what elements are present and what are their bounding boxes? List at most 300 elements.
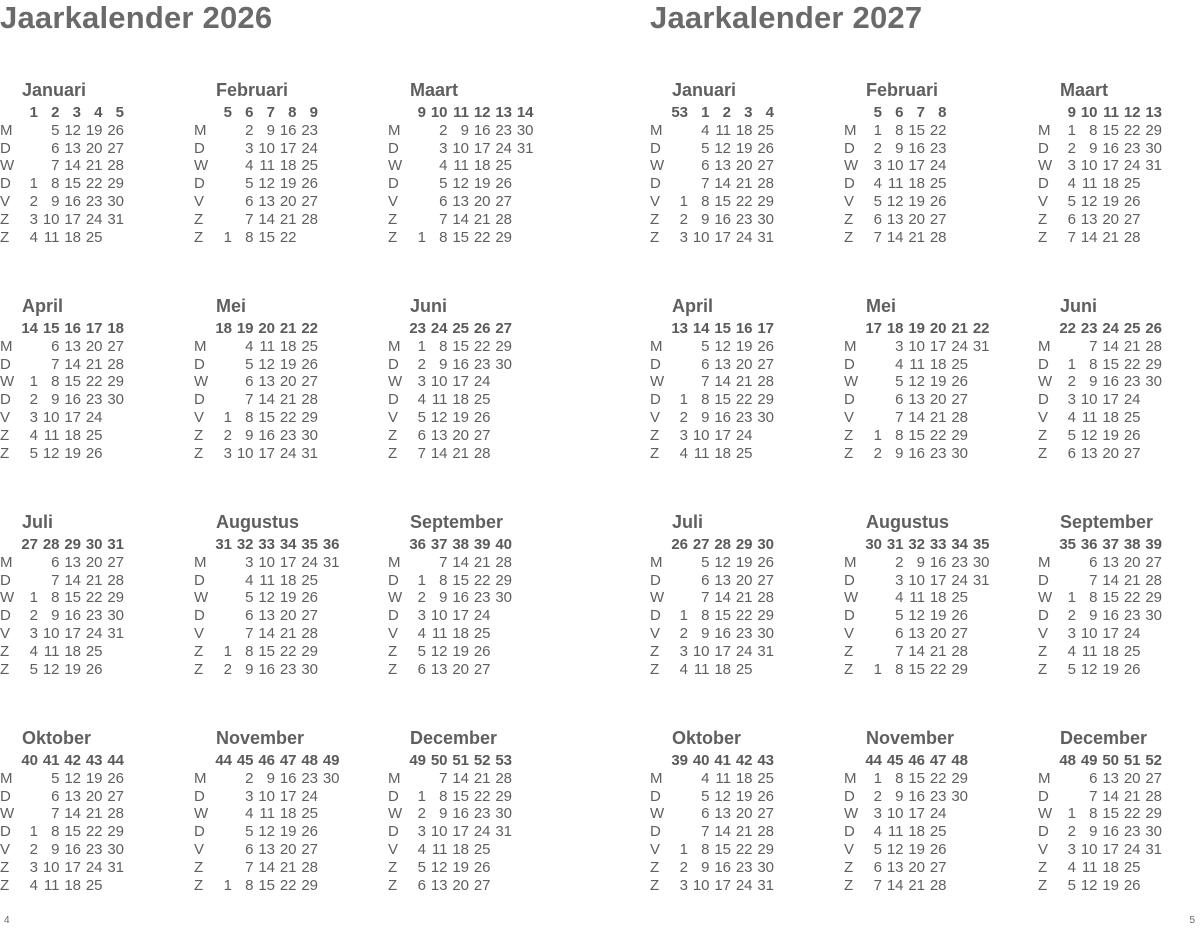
day-cell: 29: [757, 607, 774, 625]
weekday-label: Z: [844, 876, 854, 894]
month-juni: [388, 296, 568, 466]
day-cell: 9: [1089, 823, 1098, 841]
day-cell: 18: [1102, 408, 1119, 426]
day-cell: 26: [473, 408, 491, 426]
week-number: 29: [64, 536, 81, 553]
day-cell: 29: [107, 373, 124, 391]
weekday-label: M: [650, 769, 663, 787]
day-cell: 17: [714, 876, 731, 894]
day-cell: 31: [495, 823, 512, 841]
week-number: 10: [1080, 104, 1098, 121]
week-number: 17: [865, 320, 882, 337]
weekday-label: Z: [1038, 660, 1048, 678]
day-cell: 22: [1123, 589, 1141, 607]
day-cell: 25: [1123, 858, 1141, 876]
day-cell: 30: [107, 192, 124, 210]
day-cell: 10: [1080, 840, 1098, 858]
week-number: 27: [21, 536, 38, 553]
day-cell: 14: [886, 876, 904, 894]
day-cell: 28: [757, 823, 774, 841]
day-cell: 23: [279, 426, 297, 444]
week-number: 33: [929, 536, 947, 553]
day-cell: 7: [245, 624, 254, 642]
day-cell: 28: [757, 175, 774, 193]
day-cell: 3: [1067, 391, 1076, 409]
page-number-left: 4: [4, 915, 10, 926]
month-april: [650, 296, 830, 466]
day-cell: 28: [951, 408, 968, 426]
day-cell: 14: [430, 444, 448, 462]
day-cell: 2: [679, 858, 688, 876]
day-cell: 16: [64, 607, 81, 625]
day-cell: 21: [279, 858, 297, 876]
day-cell: 29: [495, 571, 512, 589]
week-number: 52: [1145, 752, 1162, 769]
day-cell: 28: [473, 444, 491, 462]
weekday-label: W: [0, 589, 15, 607]
weekday-label: V: [0, 192, 11, 210]
day-cell: 8: [245, 642, 254, 660]
day-cell: 26: [757, 553, 774, 571]
day-cell: 28: [929, 876, 947, 894]
day-cell: 12: [908, 373, 925, 391]
day-cell: 18: [279, 157, 297, 175]
weekday-label: Z: [0, 210, 10, 228]
weekday-label: Z: [194, 444, 204, 462]
day-cell: 1: [1067, 355, 1076, 373]
weekday-label: V: [194, 192, 205, 210]
day-cell: 25: [929, 823, 947, 841]
day-cell: 7: [1067, 228, 1076, 246]
weekday-label: W: [844, 373, 859, 391]
month-name: December: [410, 728, 498, 748]
week-number: 42: [64, 752, 81, 769]
day-cell: 28: [1123, 228, 1141, 246]
day-cell: 16: [908, 787, 925, 805]
day-cell: 28: [951, 642, 968, 660]
weekday-label: D: [194, 607, 205, 625]
day-cell: 28: [107, 805, 124, 823]
day-cell: 21: [279, 624, 297, 642]
week-number: 47: [929, 752, 947, 769]
day-cell: 22: [473, 787, 491, 805]
day-cell: 3: [873, 805, 882, 823]
day-cell: 2: [1067, 373, 1076, 391]
weekday-label: W: [844, 805, 859, 823]
month-name: Januari: [22, 80, 87, 100]
day-cell: 24: [301, 553, 318, 571]
month-name: Maart: [410, 80, 459, 100]
day-cell: 2: [1067, 823, 1076, 841]
day-cell: 29: [1145, 355, 1162, 373]
day-cell: 29: [757, 192, 774, 210]
day-cell: 30: [757, 858, 774, 876]
day-cell: 16: [473, 121, 491, 139]
month-name: Juli: [672, 512, 704, 532]
day-cell: 13: [258, 373, 275, 391]
day-cell: 9: [701, 408, 710, 426]
day-cell: 12: [714, 139, 731, 157]
weekday-label: D: [388, 607, 399, 625]
week-number: 44: [215, 752, 232, 769]
week-number: 30: [865, 536, 882, 553]
day-cell: 11: [43, 426, 60, 444]
day-cell: 11: [259, 337, 275, 355]
weekday-label: Z: [650, 210, 660, 228]
weekday-label: D: [844, 355, 855, 373]
weekday-label: D: [650, 139, 661, 157]
day-cell: 5: [29, 444, 38, 462]
day-cell: 19: [929, 373, 947, 391]
weekday-label: D: [844, 571, 855, 589]
page-number-right: 5: [1189, 915, 1195, 926]
day-cell: 21: [735, 373, 753, 391]
day-cell: 19: [735, 787, 753, 805]
week-number: 20: [258, 320, 275, 337]
day-cell: 17: [452, 823, 469, 841]
week-number: 30: [85, 536, 103, 553]
day-cell: 4: [29, 876, 38, 894]
day-cell: 26: [1123, 192, 1141, 210]
day-cell: 2: [223, 426, 232, 444]
week-number: 48: [1059, 752, 1076, 769]
week-number: 34: [951, 536, 968, 553]
day-cell: 30: [1145, 823, 1162, 841]
day-cell: 5: [245, 355, 254, 373]
day-cell: 7: [895, 642, 904, 660]
month-name: November: [866, 728, 955, 748]
day-cell: 28: [107, 571, 124, 589]
day-cell: 4: [29, 642, 38, 660]
day-cell: 10: [258, 139, 275, 157]
day-cell: 2: [223, 660, 232, 678]
day-cell: 30: [301, 660, 318, 678]
day-cell: 12: [258, 589, 275, 607]
day-cell: 12: [64, 121, 81, 139]
day-cell: 4: [1067, 642, 1076, 660]
day-cell: 2: [679, 408, 688, 426]
day-cell: 10: [430, 373, 448, 391]
day-cell: 15: [452, 787, 469, 805]
day-cell: 7: [873, 228, 882, 246]
week-number: 5: [873, 104, 882, 121]
day-cell: 21: [85, 571, 103, 589]
day-cell: 4: [29, 228, 38, 246]
day-cell: 15: [64, 175, 81, 193]
day-cell: 5: [1067, 192, 1076, 210]
day-cell: 6: [701, 571, 710, 589]
day-cell: 7: [417, 444, 426, 462]
day-cell: 24: [1123, 391, 1141, 409]
day-cell: 20: [85, 553, 103, 571]
weekday-label: Z: [650, 426, 660, 444]
weekday-label: M: [194, 121, 207, 139]
day-cell: 27: [107, 139, 124, 157]
month-april: [0, 296, 180, 466]
month-name: Februari: [216, 80, 289, 100]
day-cell: 22: [929, 769, 947, 787]
day-cell: 14: [886, 228, 904, 246]
day-cell: 14: [714, 589, 731, 607]
day-cell: 19: [64, 660, 81, 678]
day-cell: 26: [301, 823, 318, 841]
weekday-label: M: [0, 337, 13, 355]
weekday-label: Z: [388, 876, 398, 894]
day-cell: 12: [258, 823, 275, 841]
day-cell: 9: [895, 444, 904, 462]
day-cell: 28: [1145, 571, 1162, 589]
month-name: Juni: [410, 296, 448, 316]
day-cell: 29: [495, 787, 512, 805]
week-number: 14: [516, 104, 534, 121]
weekday-label: W: [1038, 589, 1053, 607]
weekday-label: Z: [0, 858, 10, 876]
weekday-label: Z: [1038, 228, 1048, 246]
day-cell: 12: [1080, 876, 1098, 894]
day-cell: 19: [452, 408, 469, 426]
day-cell: 2: [679, 210, 688, 228]
day-cell: 14: [64, 157, 81, 175]
day-cell: 8: [701, 840, 710, 858]
day-cell: 26: [301, 355, 318, 373]
day-cell: 24: [85, 858, 103, 876]
day-cell: 2: [439, 121, 448, 139]
weekday-label: V: [844, 840, 855, 858]
day-cell: 13: [1080, 210, 1098, 228]
month-name: Mei: [216, 296, 247, 316]
day-cell: 25: [301, 805, 318, 823]
day-cell: 7: [245, 210, 254, 228]
week-number: 49: [1080, 752, 1098, 769]
week-number: 36: [1080, 536, 1098, 553]
week-number: 41: [42, 752, 60, 769]
day-cell: 4: [245, 157, 254, 175]
day-cell: 4: [701, 769, 710, 787]
day-cell: 7: [701, 373, 710, 391]
day-cell: 22: [735, 192, 753, 210]
day-cell: 26: [1123, 660, 1141, 678]
day-cell: 15: [258, 408, 275, 426]
day-cell: 20: [929, 624, 947, 642]
day-cell: 26: [757, 139, 774, 157]
day-cell: 1: [223, 876, 232, 894]
month-februari: [844, 80, 1024, 250]
day-cell: 26: [1123, 426, 1141, 444]
day-cell: 11: [259, 805, 275, 823]
day-cell: 1: [1067, 121, 1076, 139]
day-cell: 11: [909, 589, 925, 607]
week-number: 4: [94, 104, 103, 121]
day-cell: 23: [929, 787, 947, 805]
day-cell: 15: [258, 228, 275, 246]
day-cell: 21: [85, 355, 103, 373]
day-cell: 21: [1123, 787, 1141, 805]
day-cell: 14: [1102, 571, 1119, 589]
day-cell: 12: [64, 769, 81, 787]
weekday-label: W: [194, 589, 209, 607]
week-number: 23: [409, 320, 426, 337]
day-cell: 22: [85, 589, 103, 607]
day-cell: 11: [431, 624, 448, 642]
day-cell: 14: [1102, 337, 1119, 355]
month-maart: [388, 80, 568, 250]
month-name: Mei: [866, 296, 897, 316]
day-cell: 16: [64, 391, 81, 409]
day-cell: 20: [279, 192, 297, 210]
day-cell: 25: [473, 624, 491, 642]
day-cell: 12: [714, 553, 731, 571]
day-cell: 25: [951, 589, 968, 607]
day-cell: 29: [107, 175, 124, 193]
day-cell: 6: [873, 858, 882, 876]
day-cell: 16: [714, 210, 731, 228]
day-cell: 19: [1102, 426, 1119, 444]
week-number: 35: [972, 536, 990, 553]
weekday-label: D: [1038, 787, 1049, 805]
day-cell: 24: [473, 823, 491, 841]
weekday-label: M: [194, 553, 207, 571]
day-cell: 25: [1123, 175, 1141, 193]
day-cell: 29: [107, 823, 124, 841]
day-cell: 5: [873, 840, 882, 858]
weekday-label: D: [0, 175, 11, 193]
day-cell: 14: [258, 210, 275, 228]
day-cell: 5: [417, 642, 426, 660]
day-cell: 30: [107, 391, 124, 409]
day-cell: 2: [895, 553, 904, 571]
day-cell: 15: [908, 660, 925, 678]
day-cell: 21: [735, 175, 753, 193]
day-cell: 30: [757, 210, 774, 228]
day-cell: 26: [757, 337, 774, 355]
day-cell: 16: [908, 444, 925, 462]
day-cell: 17: [714, 426, 731, 444]
day-cell: 16: [452, 805, 469, 823]
day-cell: 16: [258, 660, 275, 678]
day-cell: 18: [452, 840, 469, 858]
weekday-label: Z: [1038, 642, 1048, 660]
day-cell: 17: [929, 337, 947, 355]
day-cell: 23: [473, 805, 491, 823]
day-cell: 12: [714, 787, 731, 805]
week-number: 51: [452, 752, 469, 769]
day-cell: 16: [64, 192, 81, 210]
week-number: 22: [1059, 320, 1076, 337]
week-number: 40: [21, 752, 38, 769]
day-cell: 17: [1102, 840, 1119, 858]
weekday-label: Z: [1038, 426, 1048, 444]
day-cell: 8: [245, 876, 254, 894]
day-cell: 17: [1102, 391, 1119, 409]
day-cell: 22: [473, 571, 491, 589]
day-cell: 21: [908, 228, 925, 246]
week-number: 2: [51, 104, 60, 121]
weekday-label: W: [1038, 805, 1053, 823]
day-cell: 12: [258, 175, 275, 193]
day-cell: 20: [452, 660, 469, 678]
day-cell: 15: [908, 769, 925, 787]
day-cell: 13: [1080, 444, 1098, 462]
day-cell: 11: [1081, 175, 1098, 193]
weekday-label: W: [844, 157, 859, 175]
day-cell: 20: [85, 787, 103, 805]
day-cell: 3: [417, 373, 426, 391]
day-cell: 19: [1102, 192, 1119, 210]
day-cell: 12: [714, 337, 731, 355]
day-cell: 13: [714, 571, 731, 589]
day-cell: 1: [873, 660, 882, 678]
day-cell: 3: [417, 607, 426, 625]
day-cell: 23: [279, 660, 297, 678]
week-number: 45: [886, 752, 904, 769]
weekday-label: W: [1038, 373, 1053, 391]
weekday-label: V: [844, 408, 855, 426]
day-cell: 5: [701, 139, 710, 157]
week-number: 28: [42, 536, 60, 553]
day-cell: 8: [895, 121, 904, 139]
day-cell: 26: [951, 373, 968, 391]
day-cell: 13: [886, 858, 904, 876]
day-cell: 18: [1102, 175, 1119, 193]
day-cell: 7: [439, 553, 448, 571]
month-name: December: [1060, 728, 1148, 748]
day-cell: 2: [29, 840, 38, 858]
weekday-label: Z: [1038, 858, 1048, 876]
day-cell: 16: [1102, 373, 1119, 391]
weekday-label: W: [844, 589, 859, 607]
week-number: 2: [722, 104, 731, 121]
day-cell: 10: [692, 228, 710, 246]
day-cell: 27: [473, 876, 491, 894]
day-cell: 15: [1102, 589, 1119, 607]
day-cell: 18: [64, 642, 81, 660]
day-cell: 14: [452, 769, 469, 787]
day-cell: 30: [1145, 373, 1162, 391]
day-cell: 5: [51, 121, 60, 139]
day-cell: 4: [29, 426, 38, 444]
day-cell: 3: [29, 210, 38, 228]
week-number: 14: [692, 320, 710, 337]
day-cell: 20: [1102, 444, 1119, 462]
week-number: 38: [1123, 536, 1141, 553]
day-cell: 29: [301, 876, 318, 894]
day-cell: 25: [929, 175, 947, 193]
day-cell: 21: [473, 553, 491, 571]
day-cell: 6: [51, 787, 60, 805]
day-cell: 17: [452, 373, 469, 391]
week-number: 12: [1123, 104, 1141, 121]
week-number: 16: [735, 320, 753, 337]
day-cell: 17: [473, 139, 491, 157]
day-cell: 28: [495, 210, 512, 228]
day-cell: 22: [929, 660, 947, 678]
day-cell: 24: [301, 787, 318, 805]
weekday-label: M: [1038, 337, 1051, 355]
day-cell: 11: [43, 876, 60, 894]
day-cell: 15: [452, 571, 469, 589]
day-cell: 9: [1089, 607, 1098, 625]
day-cell: 16: [1102, 139, 1119, 157]
week-number: 15: [714, 320, 731, 337]
weekday-label: V: [650, 840, 661, 858]
day-cell: 2: [417, 805, 426, 823]
day-cell: 1: [417, 228, 426, 246]
day-cell: 9: [439, 589, 448, 607]
weekday-label: Z: [0, 228, 10, 246]
day-cell: 9: [51, 607, 60, 625]
day-cell: 18: [714, 444, 731, 462]
weekday-label: M: [650, 337, 663, 355]
